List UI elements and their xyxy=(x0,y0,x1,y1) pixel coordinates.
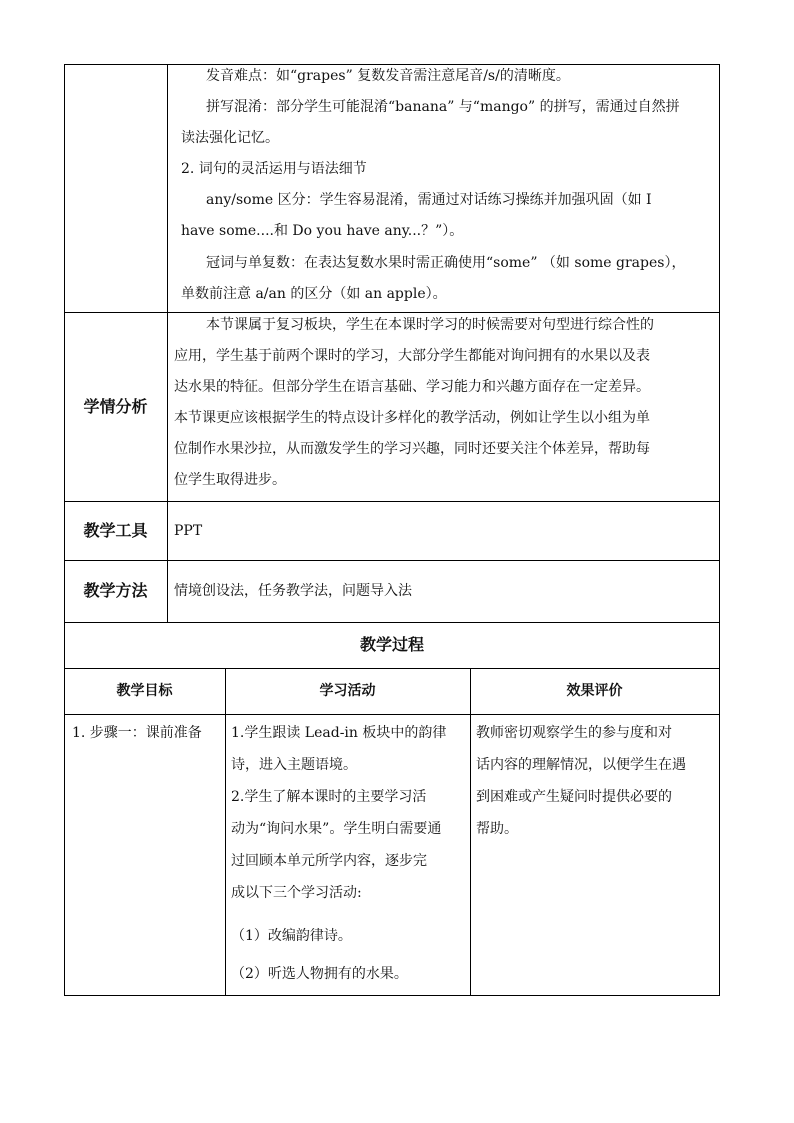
column-header-activity: 学习活动 xyxy=(319,683,376,699)
learner-analysis-line: 达水果的特征。但部分学生在语言基础、学习能力和兴趣方面存在一定差异。 xyxy=(174,379,650,395)
activity-line: 1.学生跟读 Lead-in 板块中的韵律 xyxy=(231,725,447,741)
difficulty-anysome-line2: have some....和 Do you have any...？”）。 xyxy=(181,223,464,239)
activity-line: （1）改编韵律诗。 xyxy=(231,928,352,944)
process-column-divider-1 xyxy=(225,668,226,996)
learner-analysis-line: 本节课属于复习板块，学生在本课时学习的时候需要对句型进行综合性的 xyxy=(206,317,654,333)
learner-analysis-line: 位学生取得进步。 xyxy=(174,472,286,488)
evaluation-line: 帮助。 xyxy=(476,821,518,837)
row-divider-6 xyxy=(64,714,720,715)
learner-analysis-line: 应用，学生基于前两个课时的学习，大部分学生都能对询问拥有的水果以及表 xyxy=(174,348,650,364)
activity-line: 诗，进入主题语境。 xyxy=(231,757,357,773)
row-divider-3 xyxy=(64,560,720,561)
activity-line: 成以下三个学习活动: xyxy=(231,885,362,901)
step1-goal: 1. 步骤一：课前准备 xyxy=(72,725,202,741)
learner-analysis-line: 位制作水果沙拉，从而激发学生的学习兴趣，同时还要关注个体差异，帮助每 xyxy=(174,441,650,457)
activity-line: 动为“询问水果”。学生明白需要通 xyxy=(231,821,442,837)
difficulty-spelling-line2: 读法强化记忆。 xyxy=(181,130,279,146)
difficulty-anysome-line1: any/some 区分：学生容易混淆，需通过对话练习操练并加强巩固（如 I xyxy=(206,192,652,208)
row-divider-1 xyxy=(64,312,720,313)
difficulty-spelling-line1: 拼写混淆：部分学生可能混淆“banana” 与“mango” 的拼写，需通过自然拼 xyxy=(206,99,680,115)
row-divider-5 xyxy=(64,668,720,669)
difficulty-heading-2: 2. 词句的灵活运用与语法细节 xyxy=(181,161,367,177)
teaching-tools-label: 教学工具 xyxy=(83,521,148,540)
teaching-methods-label: 教学方法 xyxy=(83,581,148,600)
difficulty-article-line2: 单数前注意 a/an 的区分（如 an apple）。 xyxy=(181,286,447,302)
column-header-goal: 教学目标 xyxy=(116,683,173,699)
evaluation-line: 到困难或产生疑问时提供必要的 xyxy=(476,789,672,805)
process-column-divider-2 xyxy=(470,668,471,996)
table-top-border xyxy=(64,64,720,65)
activity-line: （2）听选人物拥有的水果。 xyxy=(231,966,408,982)
difficulty-article-line1: 冠词与单复数：在表达复数水果时需正确使用“some” （如 some grapes）， xyxy=(206,255,686,271)
evaluation-line: 教师密切观察学生的参与度和对 xyxy=(476,725,672,741)
table-right-border xyxy=(719,64,720,996)
learner-analysis-line: 本节课更应该根据学生的特点设计多样化的教学活动，例如让学生以小组为单 xyxy=(174,410,650,426)
difficulty-pronunciation: 发音难点：如“grapes” 复数发音需注意尾音/s/的清晰度。 xyxy=(206,68,570,84)
evaluation-line: 话内容的理解情况，以便学生在遇 xyxy=(476,757,686,773)
activity-line: 2.学生了解本课时的主要学习活 xyxy=(231,789,427,805)
row-divider-2 xyxy=(64,501,720,502)
label-column-divider xyxy=(167,64,168,623)
teaching-process-title: 教学过程 xyxy=(359,635,424,654)
table-bottom-border xyxy=(64,995,720,996)
activity-line: 过回顾本单元所学内容，逐步完 xyxy=(231,853,427,869)
row-divider-4 xyxy=(64,622,720,623)
column-header-evaluation: 效果评价 xyxy=(566,683,623,699)
teaching-tools-value: PPT xyxy=(174,523,203,539)
teaching-methods-value: 情境创设法，任务教学法，问题导入法 xyxy=(174,583,412,599)
learner-analysis-label: 学情分析 xyxy=(83,397,148,416)
